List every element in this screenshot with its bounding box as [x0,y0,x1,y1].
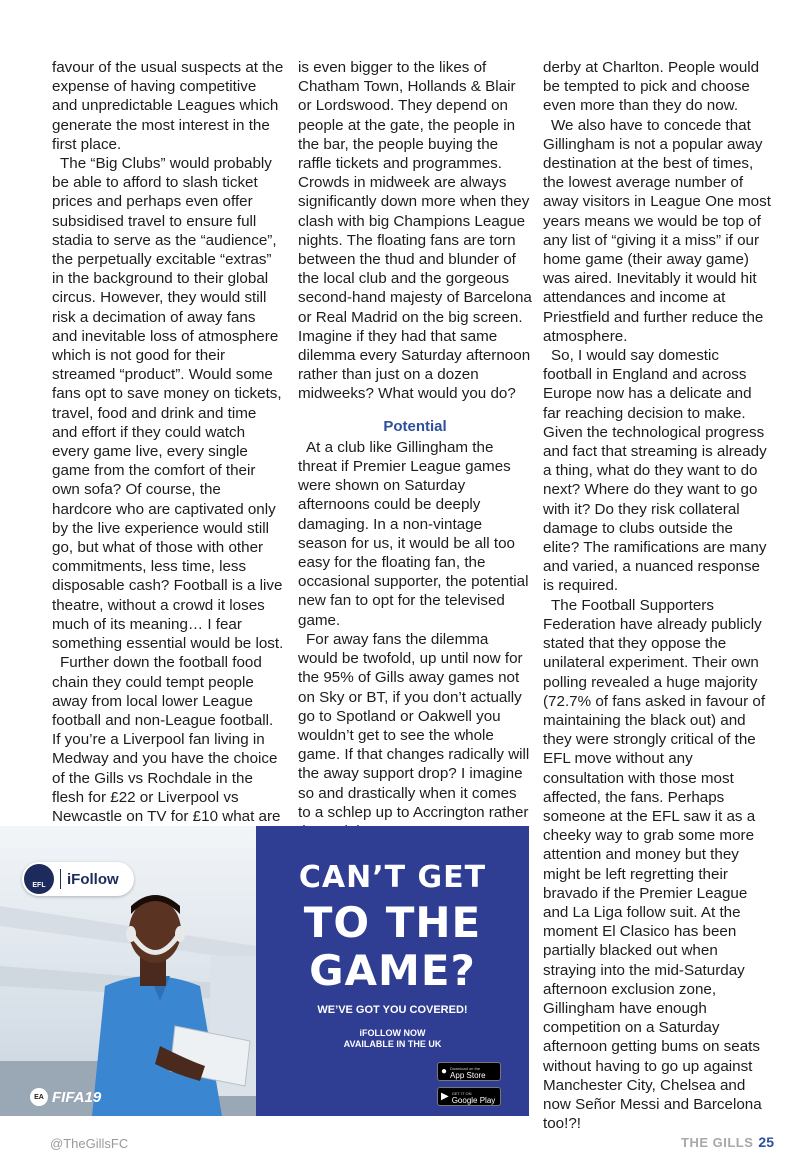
paragraph: So, I would say domestic football in England and across Europe now has a delicate and far reaching decision to make. Given the technological progress and fact that streaming is already a thing, what do they want to do next? Where do they want to go with it? Do they risk collateral damage to clubs outside the elite? The ramifications are many and varied, a nuanced response is required. [543,347,767,595]
paragraph: Further down the football food chain they could tempt people away from local lower League football and non-League football. If you’re a Liverpool fan living in Medway and you have the choice of the Gills vs Rochdale in the flesh for £22 or Liverpool vs Newcastle on TV for £10 what are [52,654,281,825]
paragraph: is even bigger to the likes of Chatham Town, Hollands & Blair or Lordswood. They depend on people at the gate, the people in the bar, the people buying the raffle tickets and programmes. Crowds in midweek are always significantly down more when they clash with big Champions League nights. The floating fans are torn between the thud and blunder of the local club and the gorgeous second-hand majesty of Barcelona or Real Madrid on the big screen. Imagine if they had that same dilemma every Saturday afternoon rather than just on a dozen midweeks? What would you do? [298,59,532,403]
article-column-1 [52,58,284,845]
paragraph: derby at Charlton. People would be tempted to pick and choose even more than they do now. [543,59,760,115]
ea-sports-badge: EA [30,1088,48,1106]
twitter-handle: @TheGillsFC [50,1136,129,1151]
paragraph: The Football Supporters Federation have already publicly stated that they oppose the unilateral experiment. Their own polling revealed a huge majority (72.7% of fans asked in favour of maintaining the black out) and they were strongly critical of the EFL move without any consultation with those most affected, the fans. Perhaps someone at the EFL saw it as a cheeky way to grab some more attention and money but they might be left regretting their bravado if the Premier League and La Liga follow suit. At the moment El Clasico has been partially blacked out when straying into the mid-Saturday afternoon exclusion zone, Gillingham have enough competition on a Saturday afternoon getting bums on seats without having to go up against Manchester City, Chelsea and now Señor Messi and Barcelona too!?! [543,596,766,1133]
fifa19-logo [30,1088,101,1106]
apple-icon: ● [441,1066,448,1077]
google-play-badge[interactable] [437,1087,501,1106]
ifollow-text: iFollow [67,870,119,888]
paragraph: favour of the usual suspects at the expense of having competitive and unpredictable Leagues which generate the most interest in the first place. [52,59,284,153]
app-store-label: App Store [450,1070,486,1080]
google-play-icon: ▶ [441,1091,449,1102]
article-column-3 [543,58,771,1133]
ifollow-logo [22,862,134,896]
advert-headline-2: TO THE [303,898,482,947]
article-column-2 [298,58,532,841]
app-store-caption: Download on the [450,1065,481,1071]
subheading: Potential [383,417,447,435]
fifa19-text: FIFA19 [52,1088,102,1106]
app-store-badge[interactable] [437,1062,501,1081]
logo-divider [60,869,61,889]
page-footer [681,1134,774,1150]
google-play-label: Google Play [451,1095,496,1105]
page-number: 25 [758,1134,774,1150]
advert-availability [256,1028,529,1050]
availability-line-1: iFOLLOW NOW [359,1028,426,1038]
advert-tagline: WE’VE GOT YOU COVERED! [317,1004,468,1016]
paragraph: At a club like Gillingham the threat if Premier League games were shown on Saturday afternoons could be deeply damaging. In a non-vintage season for us, it would be all too easy for the floating fan, the occasional supporter, the potential new fan to opt for the televised game. [298,438,529,629]
ifollow-advert[interactable] [0,826,529,1116]
advert-headline-1: CAN’T GET [298,860,487,895]
paragraph: The “Big Clubs” would probably be able to afford to slash ticket prices and perhaps even offer subsidised travel to ensure full stadia to serve as the “audience”, the perpetually excitable “extras” in the background to their global circus. However, they would still risk a decimation of away fans and inevitable loss of atmosphere which is not good for their streamed “product”. Would some fans opt to save money on tickets, travel, food and drink and time and effort if they could watch every game live, every single game from the comfort of their own sofa? Of course, the hardcore who are captivated only by the live experience would still go, but what of those with other commitments, less time, less disposable cash? Football is a live theatre, without a crowd it loses much of its meaning… I fear something essential would be lost. [52,155,284,653]
publication-name: THE GILLS [681,1135,754,1150]
paragraph: For away fans the dilemma would be twofold, up until now for the 95% of Gills away games not on Sky or BT, if you don’t actually go to Spotland or Oakwell you wouldn’t get to see the whole game. If that changes radically will the away support drop? I imagine so and drastically when it comes to a schlep up to Accrington rather [298,630,530,821]
paragraph: We also have to concede that Gillingham is not a popular away destination at the best of times, the lowest average number of away visitors in League One most years means we would be top of any list of “giving it a miss” if our home game (their away game) was aired. Inevitably it would hit attendances and income at Priestfield and further reduce the atmosphere. [543,116,771,345]
google-play-caption: GET IT ON [451,1090,472,1096]
efl-badge: EFL [24,864,54,894]
availability-line-2: AVAILABLE IN THE UK [343,1039,442,1049]
advert-headline-3: GAME? [309,946,476,995]
